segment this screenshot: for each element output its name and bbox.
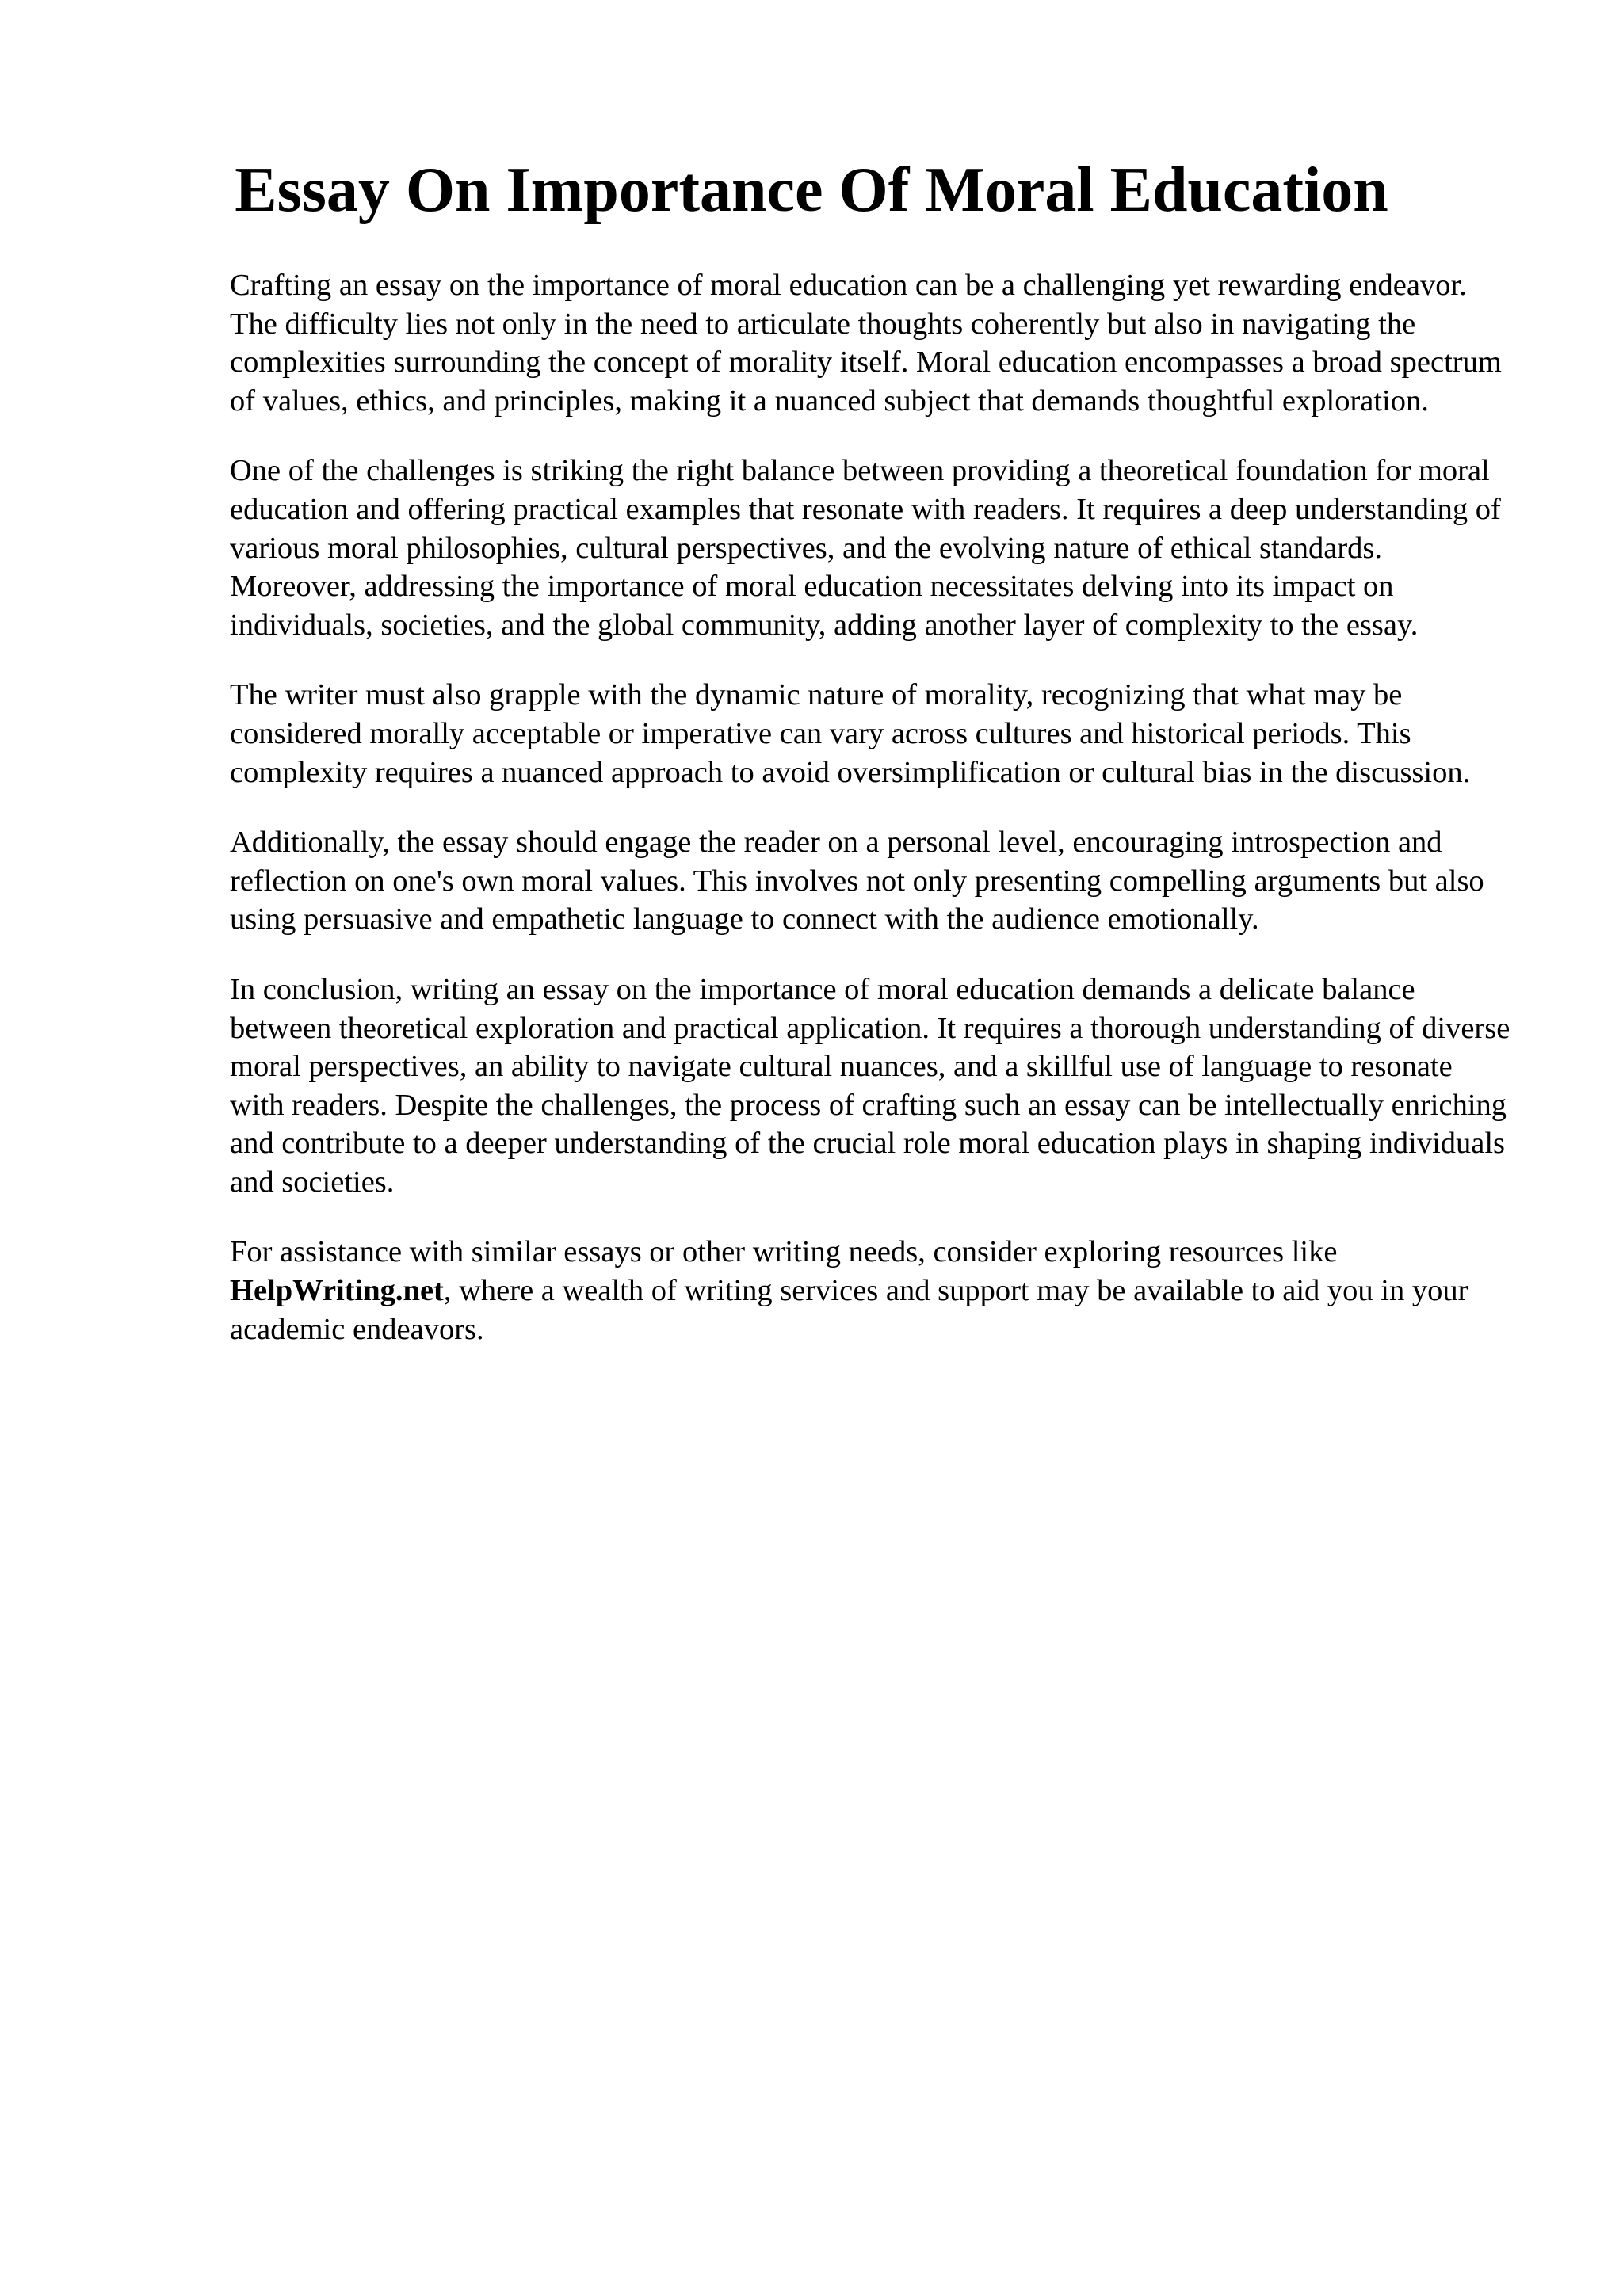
closing-text-before: For assistance with similar essays or other writing needs, consider exploring resources like	[230, 1235, 1338, 1269]
paragraph-1: Crafting an essay on the importance of moral education can be a challenging yet rewarding endeavor. The difficulty lies not only in the need to articulate thoughts coherently but also in navigating the complexities surrounding the concept of morality itself. Moral education encompasses a broad spectrum of values, ethics, and principles, making it a nuanced subject that demands thoughtful exploration.	[230, 269, 1502, 418]
closing-text-after: , where a wealth of writing services and support may be available to aid you in your academic endeavors.	[230, 1274, 1468, 1346]
paragraph-5: In conclusion, writing an essay on the importance of moral education demands a delicate balance between theoretical exploration and practical application. It requires a thorough understanding of diverse moral perspectives, an ability to navigate cultural nuances, and a skillful use of language to resonate with readers. Despite the challenges, the process of crafting such an essay can be intellectually enriching and contribute to a deeper understanding of the crucial role moral education plays in shaping individuals and societies.	[230, 972, 1510, 1199]
paragraph-3: The writer must also grapple with the dynamic nature of morality, recognizing that what may be considered morally acceptable or imperative can vary across cultures and historical periods. This complexity requires a nuanced approach to avoid oversimplification or cultural bias in the discussion.	[230, 678, 1471, 789]
closing-paragraph	[230, 1233, 1514, 1348]
document-body	[230, 266, 1514, 1380]
helpwriting-link[interactable]: HelpWriting.net	[230, 1274, 444, 1308]
paragraph-4: Additionally, the essay should engage the reader on a personal level, encouraging introspection and reflection on one's own moral values. This involves not only presenting compelling arguments but also using persuasive and empathetic language to connect with the audience emotionally.	[230, 826, 1484, 936]
paragraph-2: One of the challenges is striking the right balance between providing a theoretical foundation for moral education and offering practical examples that resonate with readers. It requires a deep understanding of various moral philosophies, cultural perspectives, and the evolving nature of ethical standards. Moreover, addressing the importance of moral education necessitates delving into its impact on individuals, societies, and the global community, adding another layer of complexity to the essay.	[230, 454, 1501, 642]
document-title: Essay On Importance Of Moral Education	[235, 155, 1388, 225]
